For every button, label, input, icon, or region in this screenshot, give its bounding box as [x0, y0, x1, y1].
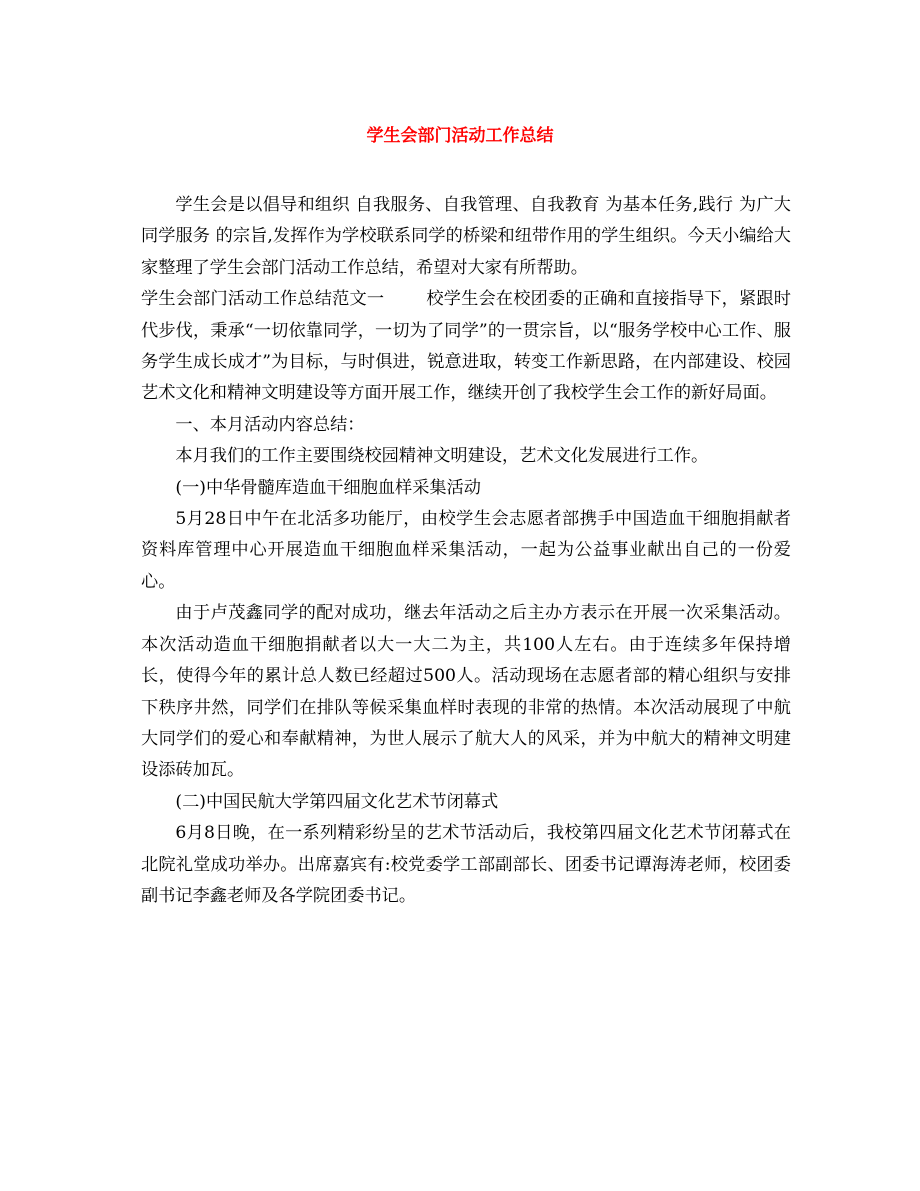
document-body	[141, 190, 791, 912]
section-summary-paragraph: 本月我们的工作主要围绕校园精神文明建设，艺术文化发展进行工作。	[175, 446, 709, 467]
sample-intro-text: 校学生会在校团委的正确和直接指导下，紧跟时代步伐，秉承“一切依靠同学，一切为了同学”的一贯宗旨，以“服务学校中心工作、服务学生成长成才”为目标，与时俱进，锐意进取，转变工作新思路，在内部建设、校园艺术文化和精神文明建设等方面开展工作，继续开创了我校学生会工作的新好局面。	[141, 289, 791, 404]
section-heading: 一、本月活动内容总结：	[175, 414, 365, 435]
document-title: 学生会部门活动工作总结	[366, 126, 554, 146]
activity-1-paragraph-1: 5月28日中午在北活多功能厅，由校学生会志愿者部携手中国造血干细胞捐献者资料库管理中心开展造血干细胞血样采集活动，一起为公益事业献出自己的一份爱心。	[141, 509, 791, 592]
activity-2-paragraph-1: 6月8日晚，在一系列精彩纷呈的艺术节活动后，我校第四届文化艺术节闭幕式在北院礼堂成功举办。出席嘉宾有:校党委学工部副部长、团委书记谭海涛老师，校团委副书记李鑫老师及各学院团委书记。	[141, 823, 791, 906]
subsection-heading-2: (二)中国民航大学第四届文化艺术节闭幕式	[175, 791, 499, 812]
subsection-heading-1: (一)中华骨髓库造血干细胞血样采集活动	[175, 477, 481, 498]
activity-1-paragraph-2: 由于卢茂鑫同学的配对成功，继去年活动之后主办方表示在开展一次采集活动。本次活动造血干细胞捐献者以大一大二为主，共100人左右。由于连续多年保持增长，使得今年的累计总人数已经超过500人。活动现场在志愿者部的精心组织与安排下秩序井然，同学们在排队等候采集血样时表现的非常的热情。本次活动展现了中航大同学们的爱心和奉献精神，为世人展示了航大人的风采，并为中航大的精神文明建设添砖加瓦。	[141, 603, 791, 781]
sample-heading: 学生会部门活动工作总结范文一	[141, 289, 385, 310]
sample-heading-paragraph	[141, 284, 791, 410]
intro-paragraph: 学生会是以倡导和组织 自我服务、自我管理、自我教育 为基本任务,践行 为广大同学服务 的宗旨,发挥作为学校联系同学的桥梁和纽带作用的学生组织。今天小编给大家整理了学生会部门活动工作总结，希望对大家有所帮助。	[141, 195, 791, 278]
